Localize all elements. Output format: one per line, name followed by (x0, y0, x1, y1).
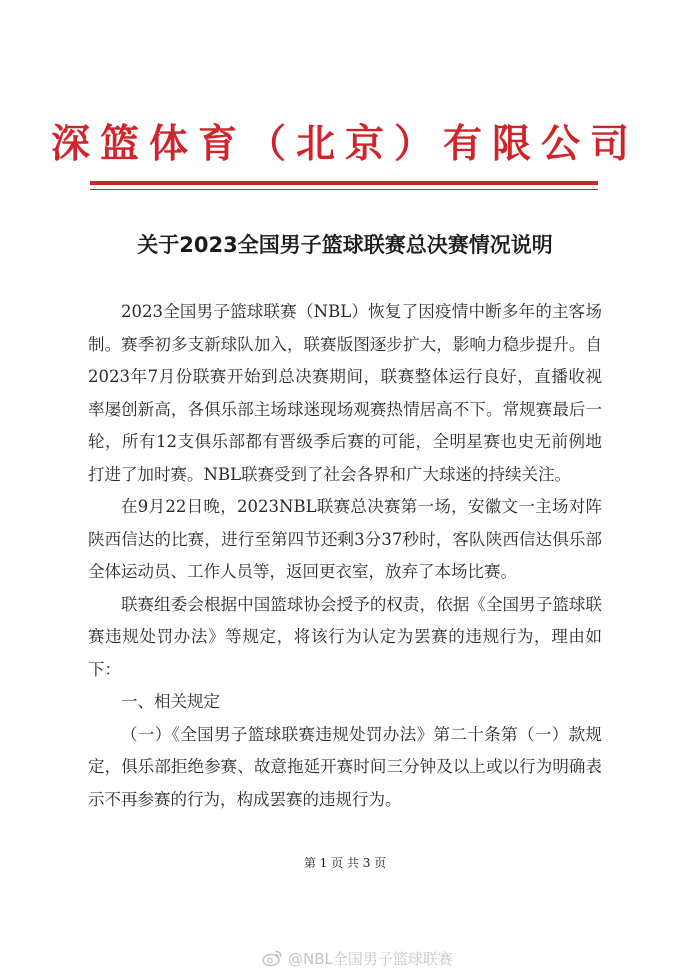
weibo-watermark (262, 946, 453, 970)
weibo-icon (262, 949, 284, 967)
paragraph-ruling: 联赛组委会根据中国篮球协会授予的权责，依据《全国男子篮球联赛违规处罚办法》等规定，将该行为认定为罢赛的违规行为，理由如下： (88, 594, 602, 679)
paragraph-intro: 2023全国男子篮球联赛（NBL）恢复了因疫情中断多年的主客场制。赛季初多支新球队加入，联赛版图逐步扩大，影响力稳步提升。自2023年7月份联赛开始到总决赛期间，联赛整体运行良好，直播收视率屡创新高，各俱乐部主场球迷现场观赛热情居高不下。常规赛最后一轮，所有12支俱乐部都有晋级季后赛的可能，全明星赛也史无前例地打进了加时赛。NBL联赛受到了社会各界和广大球迷的持续关注。 (88, 302, 602, 484)
section-heading-regulations: 一、相关规定 (121, 692, 220, 711)
document-title: 关于2023全国男子篮球联赛总决赛情况说明 (137, 233, 553, 257)
document-body (88, 296, 602, 816)
watermark-text: @NBL全国男子篮球联赛 (288, 949, 453, 968)
letterhead-company-name: 深篮体育（北京）有限公司 (50, 121, 639, 167)
page-number-footer: 第 1 页 共 3 页 (303, 856, 387, 870)
paragraph-incident: 在9月22日晚，2023NBL联赛总决赛第一场，安徽文一主场对阵陕西信达的比赛，进行至第四节还剩3分37秒时，客队陕西信达俱乐部全体运动员、工作人员等，返回更衣室，放弃了本场比赛。 (88, 497, 602, 581)
paragraph-regulation-clause: （一）《全国男子篮球联赛违规处罚办法》第二十条第（一）款规定，俱乐部拒绝参赛、故意拖延开赛时间三分钟及以上或以行为明确表示不再参赛的行为，构成罢赛的违规行为。 (88, 724, 602, 809)
letterhead-rule-thick (90, 181, 598, 185)
letterhead-rule-thin (90, 189, 598, 190)
